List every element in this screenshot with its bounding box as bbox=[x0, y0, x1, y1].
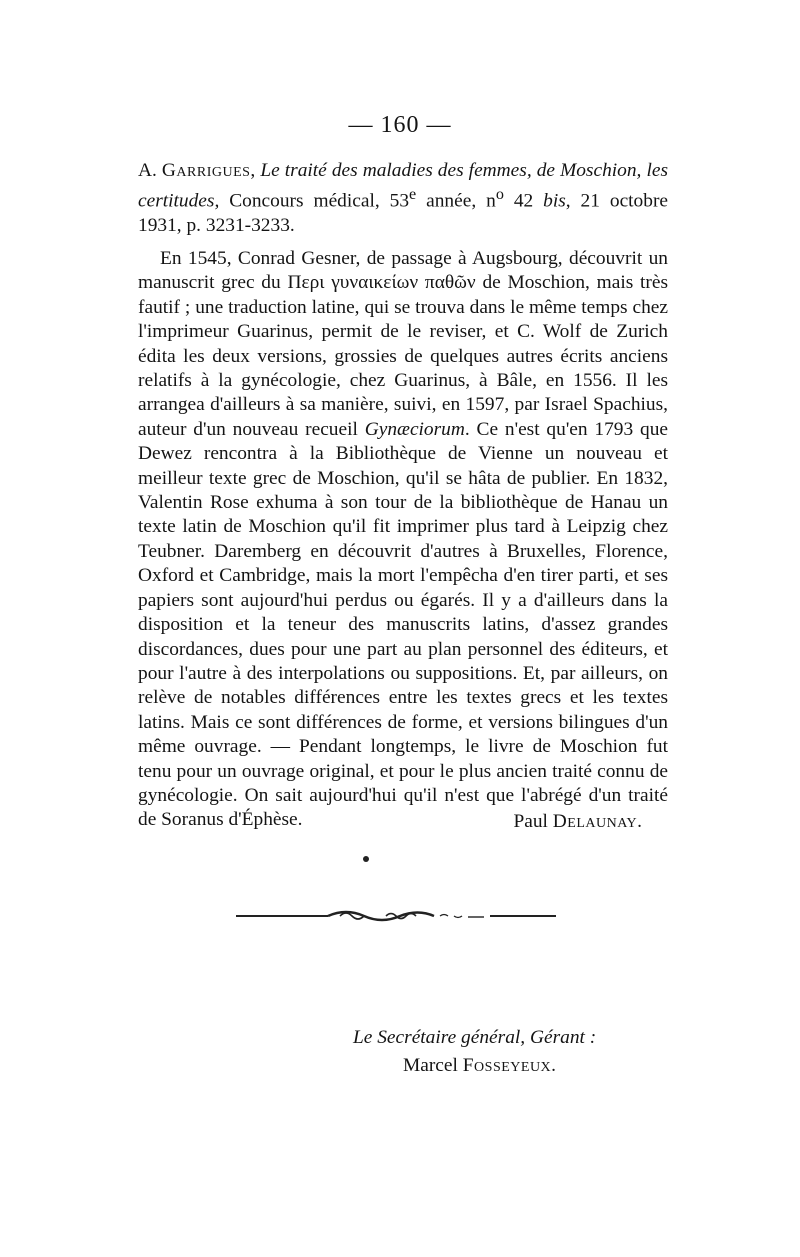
review-paragraph bbox=[138, 247, 668, 833]
review-italic-work: Gynæciorum bbox=[364, 418, 465, 440]
review-signature bbox=[513, 811, 642, 833]
bibliographic-reference bbox=[138, 159, 668, 239]
reference-author-name: Garrigues bbox=[161, 160, 251, 181]
page-number: — 160 — bbox=[348, 112, 452, 138]
reference-number-sup: o bbox=[495, 186, 504, 204]
reference-number: 42 bbox=[503, 190, 544, 212]
secretary-last-name: Fosseyeux bbox=[462, 1055, 552, 1076]
secretary-name bbox=[403, 1055, 556, 1077]
reference-bis: bis bbox=[543, 190, 566, 212]
reference-title: Le traité des maladies des femmes, de Moschion, les certitudes, bbox=[138, 160, 668, 212]
reference-date: , 21 octobre 1931, p. 3231-3233. bbox=[138, 190, 669, 237]
secretary-title: Le Secrétaire général, Gérant : bbox=[353, 1027, 597, 1048]
ornament-dot bbox=[363, 856, 369, 862]
signature-first-name: Paul bbox=[513, 811, 553, 832]
review-text-part1: En 1545, Conrad Gesner, de passage à Augsbourg, découvrit un manuscrit grec du Περι γυναικείων παθῶν de Moschion, mais très fautif ; une traduction latine, qui se trouva dans le même temps chez l'imprimeur Guarinus, permit de le reviser, et C. Wolf de Zurich édita les deux versions, grossies de quelques autres écrits anciens relatifs à la gynécologie, chez Guarinus, à Bâle, en 1556. Il les arrangea d'ailleurs à sa manière, suivi, en 1597, par Israel Spachius, auteur d'un nouveau recueil bbox=[138, 248, 668, 440]
reference-source: Concours médical, 53 bbox=[219, 190, 410, 212]
reference-source-cont: année, n bbox=[416, 190, 496, 212]
fleuron-icon bbox=[236, 904, 556, 928]
signature-end: . bbox=[637, 811, 642, 832]
signature-last-name: Delaunay bbox=[552, 811, 638, 832]
secretary-first-name: Marcel bbox=[403, 1055, 463, 1076]
review-text-part2: . Ce n'est qu'en 1793 que Dewez rencontra à la Bibliothèque de Vienne un nouveau et meilleur texte grec de Moschion, qu'il se hâta de publier. En 1832, Valentin Rose exhuma à son tour de la bibliothèque de Hanau un texte latin de Moschion qu'il fit imprimer plus tard à Leipzig chez Teubner. Daremberg en découvrit d'autres à Bruxelles, Florence, Oxford et Cambridge, mais la mort l'empêcha d'en tirer parti, et ses papiers sont aujourd'hui perdus ou égarés. Il y a d'ailleurs dans la disposition et la teneur des manuscrits latins, d'assez grandes discordances, dues pour une part au plan personnel des éditeurs, et pour l'autre à des interpolations ou suppositions. Et, par ailleurs, on relève de notables différences entre les textes grecs et les textes latins. Mais ce sont différences de forme, et versions bilingues d'un même ouvrage. — Pendant longtemps, le livre de Moschion fut tenu pour un ouvrage original, et pour le plus ancien traité connu de gynécologie. On sait aujourd'hui qu'il n'est que l'abrégé d'un traité de Soranus d'Éphèse. bbox=[138, 418, 669, 831]
reference-separator: , bbox=[250, 160, 261, 181]
decorative-divider bbox=[236, 904, 556, 933]
reference-author-initial: A. bbox=[138, 160, 162, 181]
reference-paragraph bbox=[138, 159, 668, 239]
secretary-end: . bbox=[551, 1055, 557, 1076]
review-body bbox=[138, 247, 668, 833]
reference-source-sup: e bbox=[409, 186, 417, 204]
